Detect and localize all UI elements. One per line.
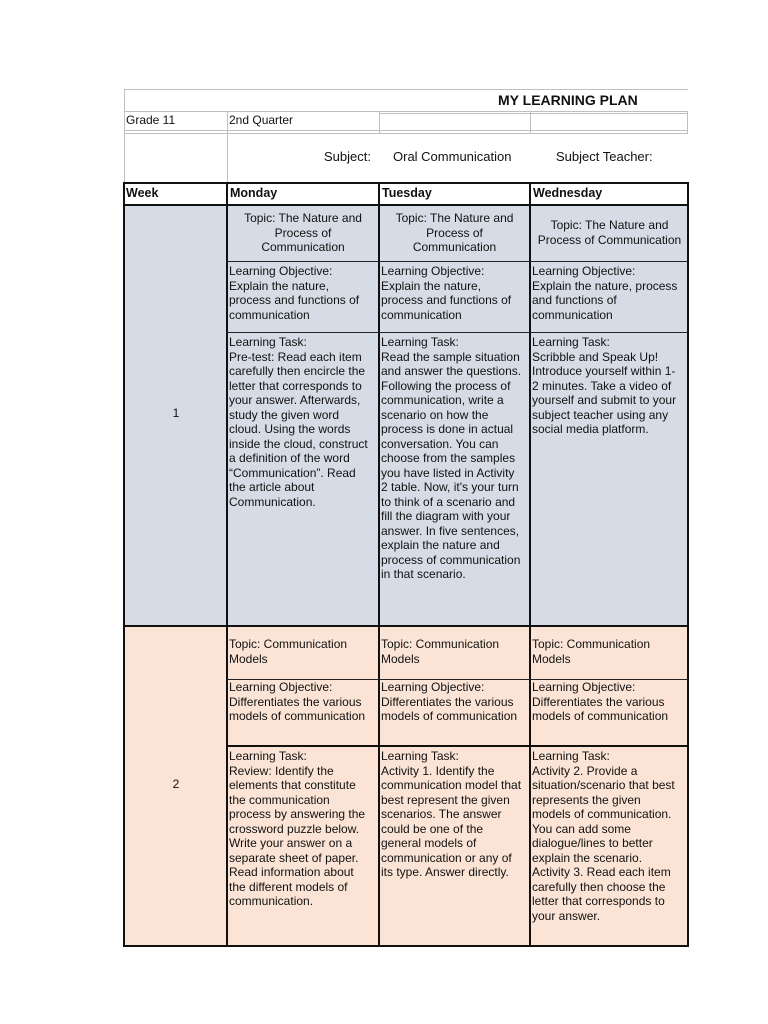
row-divider — [227, 745, 688, 747]
table-border — [529, 182, 531, 947]
gridline — [124, 111, 688, 112]
topic-cell: Topic: Communication Models — [532, 637, 651, 666]
column-header-monday: Monday — [230, 186, 278, 200]
gridline — [124, 133, 688, 134]
table-border — [687, 182, 689, 947]
column-header-week: Week — [126, 186, 159, 200]
page-title: MY LEARNING PLAN — [498, 92, 638, 108]
objective-cell: Learning Objective: Explain the nature, process and functions of communication — [381, 264, 512, 322]
task-cell: Learning Task: Review: Identify the elements that constitute the communication process by answering the crossword puzzle below. Write your answer on a separate sheet of paper. Read information about the different models of communication. — [229, 749, 366, 908]
task-cell: Learning Task: Activity 1. Identify the communication model that best represent the given scenarios. The answer could be one of the general models of communication or any of its type. Answer directly. — [381, 749, 522, 879]
table-border — [124, 945, 688, 947]
gridline — [687, 111, 688, 133]
subject-value: Oral Communication — [393, 149, 512, 164]
task-cell: Learning Task: Activity 2. Provide a situation/scenario that best represents the given models of communication. You can add some dialogue/lines to better explain the scenario. Activity 3. Read each item carefully then choose the letter that corresponds to your answer. — [532, 749, 675, 923]
task-cell: Learning Task: Scribble and Speak Up! Introduce yourself within 1- 2 minutes. Take a video of yourself and submit to your subject teacher using any social media platform. — [532, 335, 677, 436]
topic-cell: Topic: The Nature and Process of Communication — [537, 218, 682, 247]
gridline — [379, 113, 688, 114]
week-number: 2 — [172, 777, 180, 791]
topic-cell: Topic: Communication Models — [381, 637, 500, 666]
table-border — [124, 625, 688, 627]
column-header-tuesday: Tuesday — [382, 186, 432, 200]
objective-cell: Learning Objective: Explain the nature, process and functions of communication — [532, 264, 678, 322]
week-number: 1 — [172, 406, 180, 420]
row-divider — [227, 332, 688, 333]
topic-cell: Topic: The Nature and Process of Communication — [244, 211, 362, 254]
quarter-label: 2nd Quarter — [229, 113, 294, 127]
task-cell: Learning Task: Read the sample situation and answer the questions. Following the process of communication, write a scenario on how the process is done in actual conversation. You can choose from the samples you have listed in Activity 2 table. Now, it's your turn to think of a scenario and fill the diagram with your answer. In five sentences, explain the nature and process of communication in that scenario. — [381, 335, 522, 581]
objective-cell: Learning Objective: Differentiates the various models of communication — [532, 680, 669, 723]
subject-label: Subject: — [324, 149, 371, 164]
task-cell: Learning Task: Pre-test: Read each item carefully then encircle the letter that corresponds to your answer. Afterwards, study the given word cloud. Using the words inside the cloud, construct a definition of the word “Communication”. Read the article about Communication. — [229, 335, 368, 509]
table-border — [378, 182, 380, 947]
objective-cell: Learning Objective: Explain the nature, process and functions of communication — [229, 264, 360, 322]
table-border — [124, 204, 688, 206]
gridline — [379, 111, 380, 133]
grade-label: Grade 11 — [126, 113, 176, 127]
gridline — [124, 89, 125, 183]
gridline — [124, 89, 688, 90]
table-border — [226, 182, 228, 947]
topic-cell: Topic: The Nature and Process of Communication — [395, 211, 514, 254]
objective-cell: Learning Objective: Differentiates the various models of communication — [381, 680, 518, 723]
gridline — [530, 111, 531, 133]
gridline — [124, 130, 688, 131]
row-divider — [227, 261, 688, 262]
table-border — [123, 182, 125, 947]
objective-cell: Learning Objective: Differentiates the various models of communication — [229, 680, 366, 723]
topic-cell: Topic: Communication Models — [229, 637, 348, 666]
column-header-wednesday: Wednesday — [533, 186, 603, 200]
table-border — [124, 182, 688, 184]
teacher-label: Subject Teacher: — [556, 149, 653, 164]
gridline — [227, 111, 228, 183]
